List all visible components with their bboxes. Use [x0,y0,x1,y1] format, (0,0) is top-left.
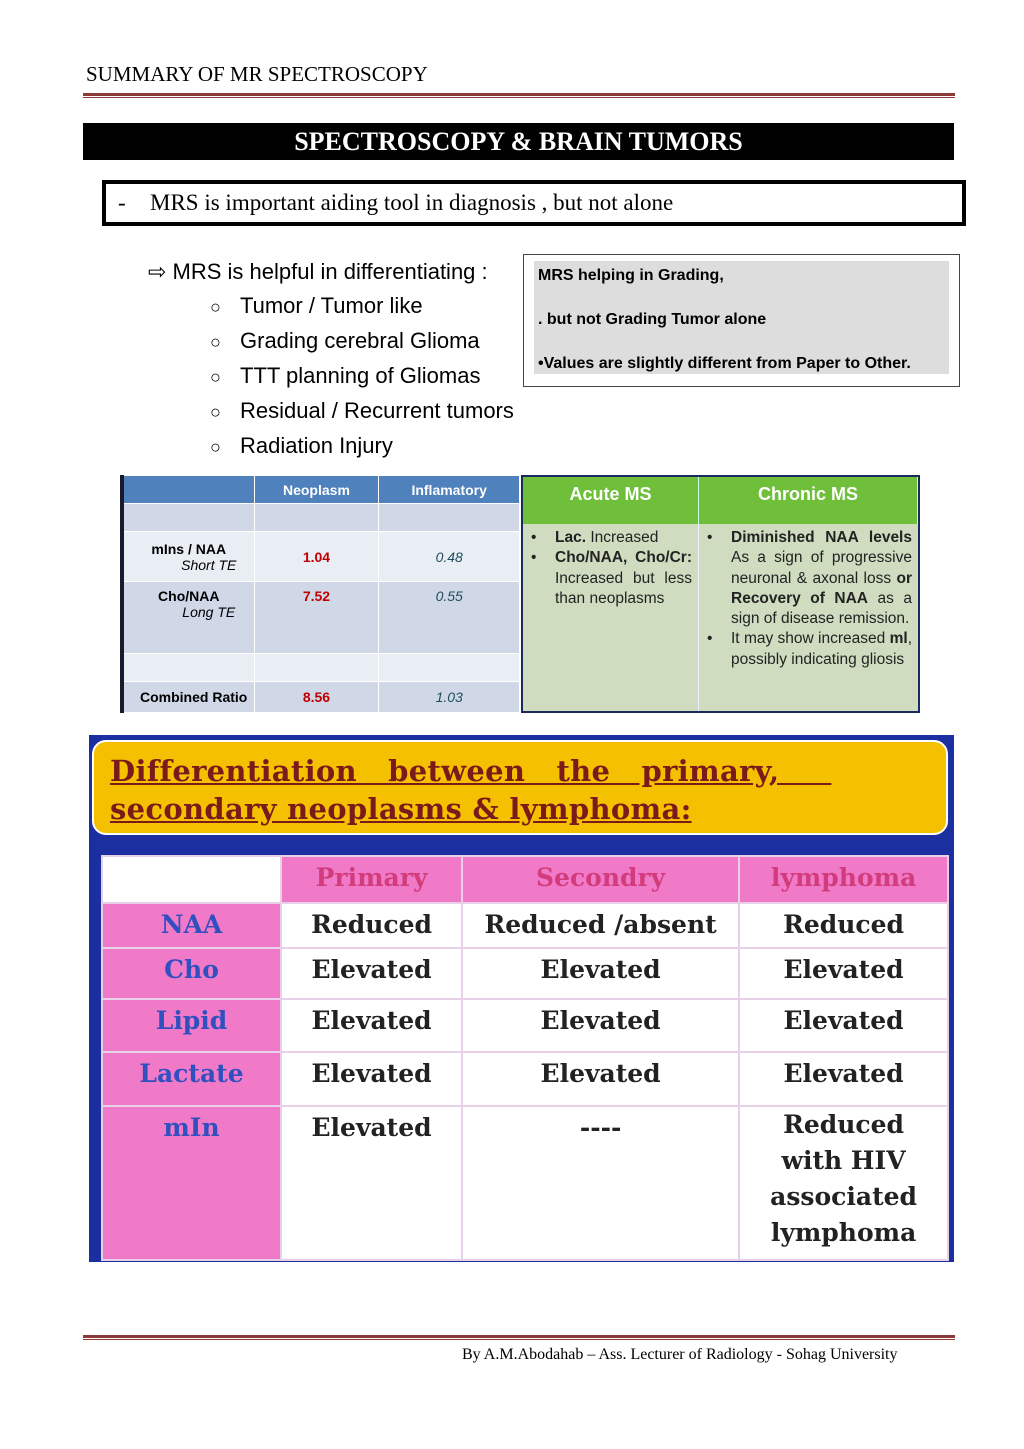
header-cell [102,856,281,903]
cell: Elevated [739,999,948,1052]
list-item: ○ Residual / Recurrent tumors [148,394,514,429]
list-intro: ⇨ MRS is helpful in differentiating : [148,259,488,284]
row-label: Combined Ratio [122,682,254,713]
chronic-ms-header: Chronic MS [699,477,918,524]
footer-credit: By A.M.Abodahab – Ass. Lecturer of Radiology - Sohag University [462,1346,898,1363]
text: As a sign of progressive neuronal & axonal loss [731,549,912,587]
cell: Elevated [462,999,739,1052]
note-text: MRS is important aiding tool in diagnosis , but not alone [150,190,674,215]
cell: Elevated [281,1052,462,1106]
uses-list [148,255,514,464]
ms-table [521,475,920,713]
row-sub: Short TE [181,556,237,573]
list-item: ○ TTT planning of Gliomas [148,359,514,394]
table-row [102,1052,948,1106]
ratio-table [120,475,520,713]
metabolite: Lipid [102,999,281,1052]
grading-line: MRS helping in Grading, [538,267,724,284]
metabolite: Cho [102,948,281,999]
neoplasm-value: 8.56 [254,682,379,713]
table-row [122,682,520,713]
acute-ms-header: Acute MS [523,477,699,524]
section-banner: SPECTROSCOPY & BRAIN TUMORS [83,123,954,160]
table-row [102,1106,948,1260]
note-box [102,180,966,226]
cell: Elevated [281,1106,462,1260]
grading-line: •Values are slightly different from Paper to Other. [538,355,911,372]
chronic-cell [699,524,918,711]
row-label: Cho/NAA [158,588,220,604]
page-header: SUMMARY OF MR SPECTROSCOPY [86,62,428,86]
header-cell: Neoplasm [254,476,379,504]
metabolite: NAA [102,903,281,948]
cell: Reduced with HIV associated lymphoma [739,1106,948,1260]
inflammatory-value: 1.03 [379,682,520,713]
header-cell: lymphoma [739,856,948,903]
list-item: ○ Tumor / Tumor like [148,289,514,324]
differentiation-table [101,855,949,1261]
acute-cell [523,524,699,711]
metabolite: mIn [102,1106,281,1260]
list-item: ○ Radiation Injury [148,429,514,464]
cell: Reduced [281,903,462,948]
cell: Reduced /absent [462,903,739,948]
header-cell [122,476,254,504]
grading-box [523,254,960,387]
row-sub: Long TE [182,604,236,620]
cell: Elevated [281,999,462,1052]
cell: Elevated [462,1052,739,1106]
neoplasm-value: 7.52 [254,582,379,654]
row-label: mIns / NAA [151,540,227,557]
bold-text: Cho/NAA, Cho/Cr: [555,549,692,567]
dash: - [118,190,126,215]
bold-text: or Recovery of NAA [731,569,912,607]
bold-text: Lac. [555,529,587,546]
table-row [122,582,520,654]
cell: Elevated [281,948,462,999]
inflammatory-value: 0.55 [379,582,520,654]
differentiation-title: Differentiation between the primary, secondary neoplasms & lymphoma: [92,740,948,835]
header-cell: Primary [281,856,462,903]
header-rule [83,93,955,98]
grading-line: . but not Grading Tumor alone [538,311,767,328]
text: , possibly indicating gliosis [731,630,912,668]
cell: Reduced [739,903,948,948]
table-row [102,903,948,948]
header-cell: Inflamatory [379,476,520,504]
table-row [122,532,520,582]
text: Increased but less than neoplasms [555,569,692,607]
inflammatory-value: 0.48 [379,532,520,582]
metabolite: Lactate [102,1052,281,1106]
neoplasm-value: 1.04 [254,532,379,582]
cell: Elevated [739,1052,948,1106]
table-row [102,948,948,999]
cell: ---- [462,1106,739,1260]
cell: Elevated [462,948,739,999]
header-cell: Secondry [462,856,739,903]
table-row [102,999,948,1052]
bold-text: ml [889,630,908,648]
text: as a sign of disease remission. [731,589,913,628]
text: Increased [586,529,659,546]
list-item: ○ Grading cerebral Glioma [148,324,514,359]
bold-text: Diminished NAA levels [731,529,912,546]
text: It may show increased [731,630,890,648]
footer-rule [83,1335,955,1340]
cell: Elevated [739,948,948,999]
